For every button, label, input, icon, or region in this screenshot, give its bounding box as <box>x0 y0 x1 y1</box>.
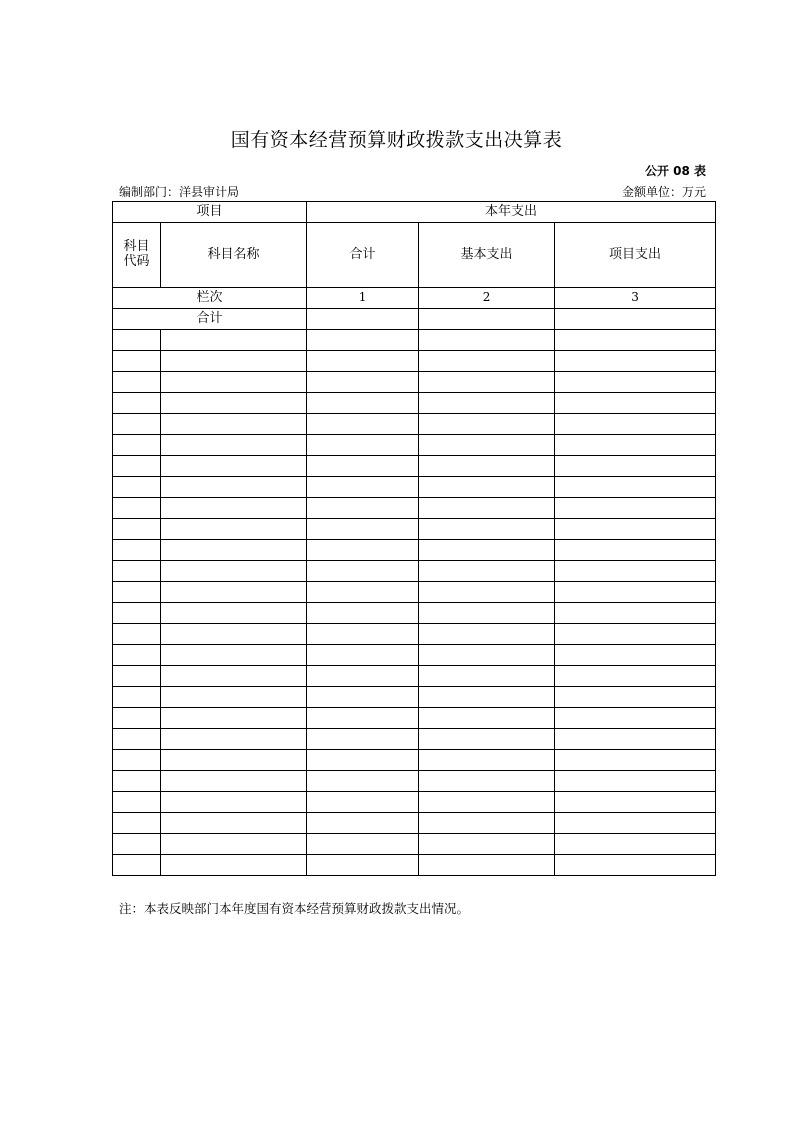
cell-code <box>113 414 161 435</box>
cell-code <box>113 645 161 666</box>
cell-code <box>113 708 161 729</box>
cell-code <box>113 351 161 372</box>
cell-code <box>113 477 161 498</box>
cell-project <box>555 393 716 414</box>
cell-code <box>113 540 161 561</box>
cell-code <box>113 666 161 687</box>
cell-basic <box>419 582 555 603</box>
cell-basic <box>419 729 555 750</box>
cell-basic <box>419 750 555 771</box>
cell-name <box>161 603 307 624</box>
table-row <box>113 435 716 456</box>
cell-name <box>161 456 307 477</box>
cell-name <box>161 666 307 687</box>
cell-project <box>555 477 716 498</box>
cell-name <box>161 477 307 498</box>
cell-code <box>113 435 161 456</box>
cell-total <box>307 456 419 477</box>
col-subject-name: 科目名称 <box>161 223 307 288</box>
cell-code <box>113 372 161 393</box>
cell-total <box>307 687 419 708</box>
table-row <box>113 372 716 393</box>
cell-total <box>307 372 419 393</box>
cell-name <box>161 582 307 603</box>
cell-basic <box>419 708 555 729</box>
cell-code <box>113 792 161 813</box>
cell-total <box>307 351 419 372</box>
table-row <box>113 519 716 540</box>
cell-code <box>113 330 161 351</box>
cell-project <box>555 792 716 813</box>
cell-code <box>113 687 161 708</box>
header-row-2 <box>113 223 716 288</box>
table-row <box>113 666 716 687</box>
cell-name <box>161 330 307 351</box>
cell-project <box>555 813 716 834</box>
cell-name <box>161 498 307 519</box>
cell-code <box>113 393 161 414</box>
table-row <box>113 624 716 645</box>
table-row <box>113 771 716 792</box>
cell-code <box>113 750 161 771</box>
cell-project <box>555 330 716 351</box>
cell-basic <box>419 456 555 477</box>
cell-total <box>307 330 419 351</box>
table-row <box>113 813 716 834</box>
cell-project <box>555 519 716 540</box>
cell-total <box>307 792 419 813</box>
cell-total <box>307 477 419 498</box>
cell-basic <box>419 372 555 393</box>
cell-project <box>555 624 716 645</box>
cell-code <box>113 834 161 855</box>
cell-project <box>555 372 716 393</box>
table-row <box>113 456 716 477</box>
cell-code <box>113 456 161 477</box>
cell-total <box>307 855 419 876</box>
cell-name <box>161 414 307 435</box>
table-row <box>113 477 716 498</box>
cell-code <box>113 603 161 624</box>
table-row <box>113 351 716 372</box>
cell-total <box>307 603 419 624</box>
table-row <box>113 540 716 561</box>
cell-total <box>307 624 419 645</box>
cell-total <box>307 666 419 687</box>
cell-total <box>307 645 419 666</box>
cell-name <box>161 645 307 666</box>
cell-basic <box>419 687 555 708</box>
cell-code <box>113 729 161 750</box>
table-row <box>113 393 716 414</box>
header-current-year: 本年支出 <box>307 202 716 223</box>
cell-name <box>161 519 307 540</box>
cell-project <box>555 603 716 624</box>
cell-project <box>555 708 716 729</box>
cell-total <box>307 750 419 771</box>
cell-project <box>555 456 716 477</box>
cell-basic <box>419 603 555 624</box>
cell-name <box>161 750 307 771</box>
col-basic-expenditure: 基本支出 <box>419 223 555 288</box>
col-subject-code: 科目代码 <box>113 223 161 288</box>
cell-project <box>555 855 716 876</box>
cell-basic <box>419 645 555 666</box>
table-row <box>113 708 716 729</box>
total-row <box>113 309 716 330</box>
cell-name <box>161 729 307 750</box>
table-row <box>113 750 716 771</box>
cell-basic <box>419 330 555 351</box>
cell-basic <box>419 519 555 540</box>
expenditure-table <box>112 201 716 876</box>
table-row <box>113 330 716 351</box>
cell-code <box>113 813 161 834</box>
cell-basic <box>419 666 555 687</box>
cell-basic <box>419 834 555 855</box>
document-title: 国有资本经营预算财政拨款支出决算表 <box>230 129 563 151</box>
cell-total <box>307 771 419 792</box>
amount-unit-label: 金额单位：万元 <box>621 185 706 199</box>
cell-code <box>113 519 161 540</box>
cell-name <box>161 372 307 393</box>
department-label: 编制部门：洋县审计局 <box>119 185 240 199</box>
table-row <box>113 561 716 582</box>
cell-code <box>113 498 161 519</box>
table-row <box>113 603 716 624</box>
column-number-label: 栏次 <box>113 288 307 309</box>
cell-total <box>307 414 419 435</box>
cell-project <box>555 834 716 855</box>
cell-name <box>161 351 307 372</box>
cell-name <box>161 540 307 561</box>
table-note: 注：本表反映部门本年度国有资本经营预算财政拨款支出情况。 <box>119 901 470 916</box>
total-value <box>307 309 419 330</box>
total-row-label: 合计 <box>113 309 307 330</box>
cell-basic <box>419 624 555 645</box>
cell-basic <box>419 393 555 414</box>
cell-project <box>555 414 716 435</box>
cell-code <box>113 582 161 603</box>
cell-total <box>307 582 419 603</box>
cell-project <box>555 435 716 456</box>
cell-basic <box>419 351 555 372</box>
cell-project <box>555 771 716 792</box>
table-row <box>113 414 716 435</box>
cell-code <box>113 855 161 876</box>
table-row <box>113 855 716 876</box>
col-total: 合计 <box>307 223 419 288</box>
total-project-value <box>555 309 716 330</box>
cell-project <box>555 645 716 666</box>
cell-project <box>555 561 716 582</box>
cell-project <box>555 351 716 372</box>
cell-project <box>555 498 716 519</box>
cell-name <box>161 771 307 792</box>
cell-project <box>555 750 716 771</box>
cell-basic <box>419 540 555 561</box>
cell-total <box>307 540 419 561</box>
cell-basic <box>419 414 555 435</box>
cell-name <box>161 435 307 456</box>
total-basic-value <box>419 309 555 330</box>
cell-total <box>307 393 419 414</box>
column-number-2: 2 <box>419 288 555 309</box>
cell-total <box>307 435 419 456</box>
table-row <box>113 687 716 708</box>
cell-name <box>161 855 307 876</box>
cell-code <box>113 624 161 645</box>
col-project-expenditure: 项目支出 <box>555 223 716 288</box>
cell-total <box>307 729 419 750</box>
cell-name <box>161 561 307 582</box>
column-number-row <box>113 288 716 309</box>
cell-name <box>161 687 307 708</box>
table-row <box>113 792 716 813</box>
cell-basic <box>419 855 555 876</box>
cell-name <box>161 708 307 729</box>
cell-project <box>555 540 716 561</box>
cell-name <box>161 792 307 813</box>
column-number-3: 3 <box>555 288 716 309</box>
cell-code <box>113 561 161 582</box>
cell-name <box>161 834 307 855</box>
cell-total <box>307 519 419 540</box>
cell-name <box>161 813 307 834</box>
cell-total <box>307 708 419 729</box>
table-row <box>113 834 716 855</box>
cell-basic <box>419 813 555 834</box>
cell-project <box>555 582 716 603</box>
cell-total <box>307 561 419 582</box>
table-row <box>113 582 716 603</box>
table-row <box>113 645 716 666</box>
cell-basic <box>419 792 555 813</box>
cell-basic <box>419 561 555 582</box>
form-number: 公开 08 表 <box>644 164 706 178</box>
cell-project <box>555 666 716 687</box>
header-row-1 <box>113 202 716 223</box>
cell-project <box>555 687 716 708</box>
header-item: 项目 <box>113 202 307 223</box>
cell-code <box>113 771 161 792</box>
cell-basic <box>419 477 555 498</box>
cell-name <box>161 393 307 414</box>
cell-total <box>307 834 419 855</box>
cell-basic <box>419 435 555 456</box>
cell-basic <box>419 498 555 519</box>
table-row <box>113 498 716 519</box>
cell-basic <box>419 771 555 792</box>
cell-project <box>555 729 716 750</box>
column-number-1: 1 <box>307 288 419 309</box>
cell-total <box>307 813 419 834</box>
cell-total <box>307 498 419 519</box>
table-row <box>113 729 716 750</box>
cell-name <box>161 624 307 645</box>
